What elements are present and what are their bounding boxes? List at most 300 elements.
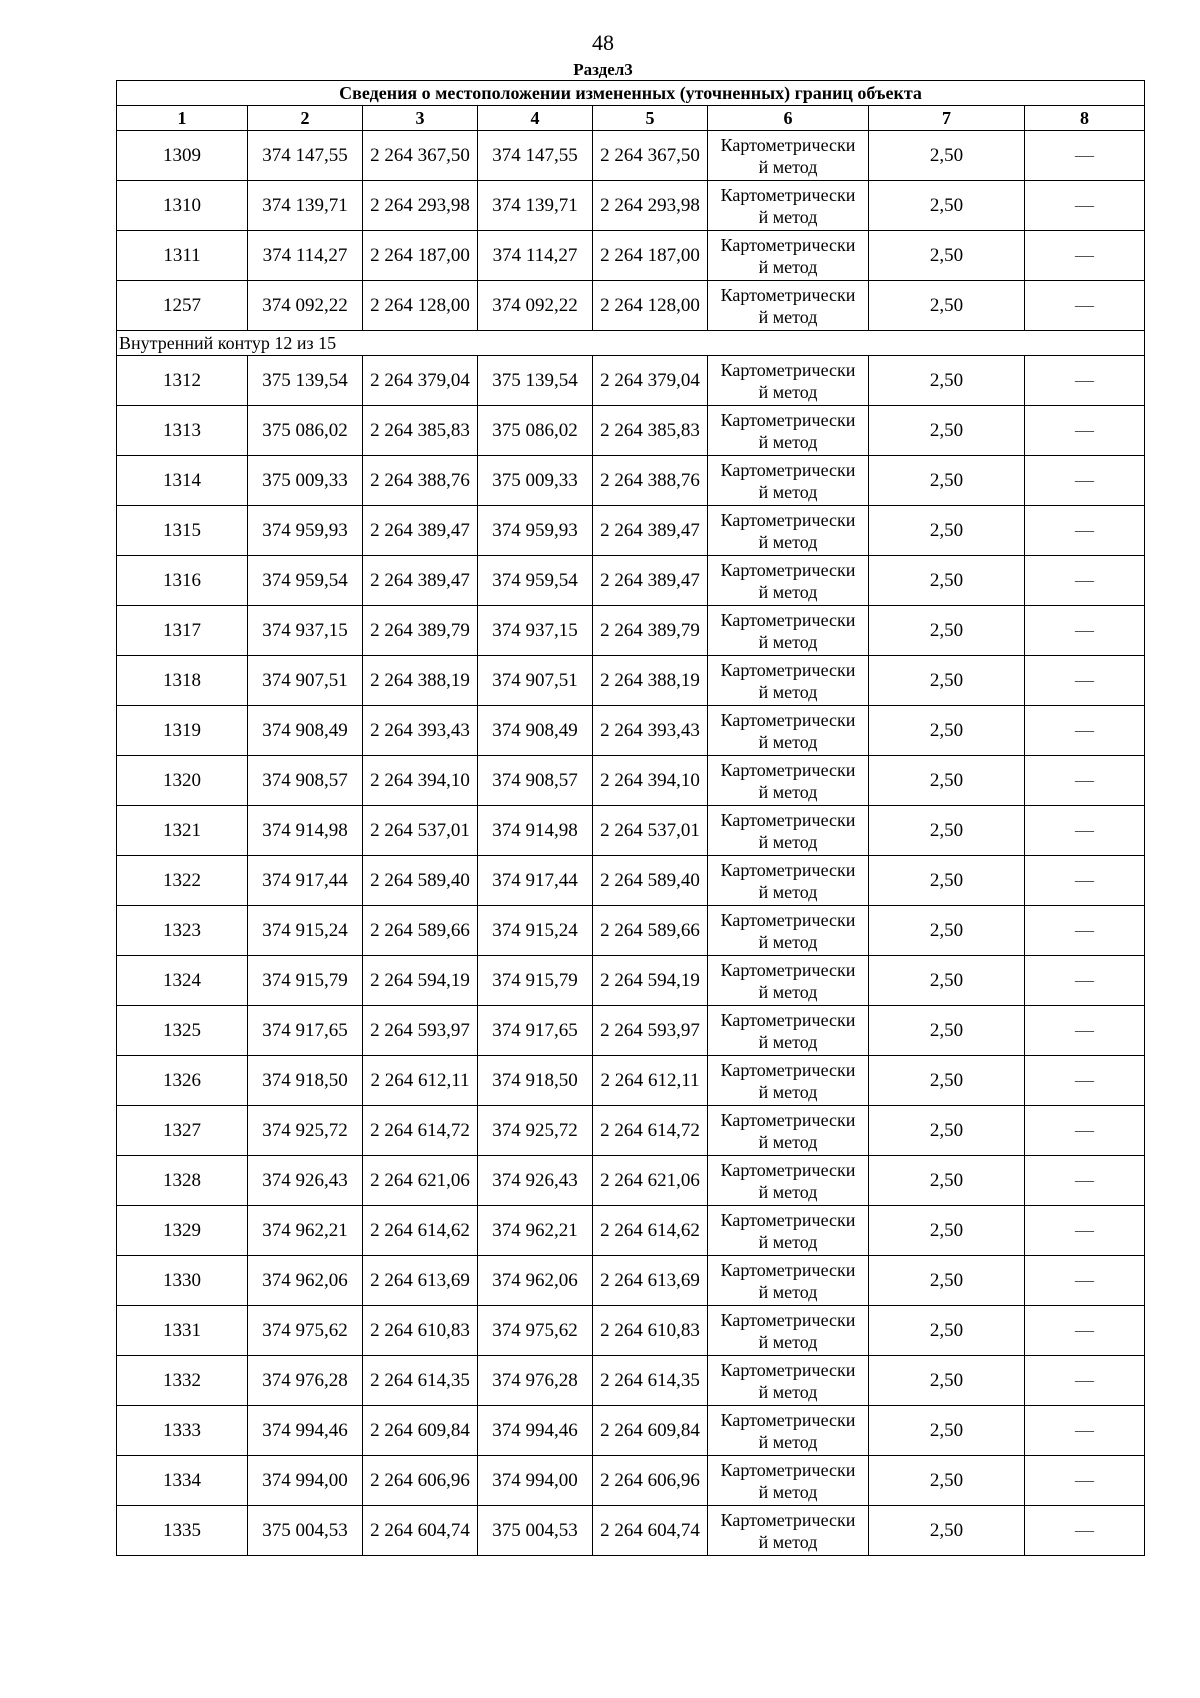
y-new-cell: 2 264 393,43 [593,706,708,756]
x-existing-cell: 374 914,98 [248,806,363,856]
point-number-cell: 1312 [117,356,248,406]
point-number-cell: 1317 [117,606,248,656]
description-cell: — [1025,456,1145,506]
method-line-2: й метод [758,206,818,227]
column-number-7: 7 [869,106,1025,131]
x-existing-cell: 374 114,27 [248,231,363,281]
table-row [117,356,1145,406]
y-existing-cell: 2 264 537,01 [363,806,478,856]
accuracy-cell: 2,50 [869,1156,1025,1206]
method-line-1: Картометрически [720,559,856,580]
method-line-2: й метод [758,1031,818,1052]
y-new-cell: 2 264 128,00 [593,281,708,331]
method-line-1: Картометрически [720,234,856,255]
description-cell: — [1025,356,1145,406]
y-new-cell: 2 264 187,00 [593,231,708,281]
table-row [117,856,1145,906]
method-cell [708,706,869,756]
y-new-cell: 2 264 613,69 [593,1256,708,1306]
method-line-2: й метод [758,381,818,402]
method-cell [708,906,869,956]
method-line-1: Картометрически [720,359,856,380]
accuracy-cell: 2,50 [869,1406,1025,1456]
description-cell: — [1025,131,1145,181]
method-line-2: й метод [758,1331,818,1352]
y-existing-cell: 2 264 594,19 [363,956,478,1006]
method-line-1: Картометрически [720,1159,856,1180]
y-new-cell: 2 264 614,62 [593,1206,708,1256]
description-cell: — [1025,1156,1145,1206]
x-new-cell: 374 092,22 [478,281,593,331]
y-new-cell: 2 264 367,50 [593,131,708,181]
column-number-1: 1 [117,106,248,131]
method-cell [708,281,869,331]
method-line-1: Картометрически [720,759,856,780]
table-row [117,556,1145,606]
x-existing-cell: 374 908,49 [248,706,363,756]
x-existing-cell: 375 009,33 [248,456,363,506]
method-line-1: Картометрически [720,859,856,880]
point-number-cell: 1257 [117,281,248,331]
accuracy-cell: 2,50 [869,956,1025,1006]
table-body [117,131,1145,1556]
description-cell: — [1025,1206,1145,1256]
method-cell [708,956,869,1006]
x-existing-cell: 374 975,62 [248,1306,363,1356]
method-line-2: й метод [758,1531,818,1552]
x-existing-cell: 374 959,93 [248,506,363,556]
x-new-cell: 374 959,93 [478,506,593,556]
x-new-cell: 374 925,72 [478,1106,593,1156]
accuracy-cell: 2,50 [869,356,1025,406]
accuracy-cell: 2,50 [869,706,1025,756]
description-cell: — [1025,1506,1145,1556]
accuracy-cell: 2,50 [869,506,1025,556]
method-line-1: Картометрически [720,459,856,480]
y-existing-cell: 2 264 589,40 [363,856,478,906]
method-cell [708,556,869,606]
point-number-cell: 1330 [117,1256,248,1306]
method-line-2: й метод [758,631,818,652]
x-existing-cell: 374 962,06 [248,1256,363,1306]
y-existing-cell: 2 264 613,69 [363,1256,478,1306]
method-line-2: й метод [758,306,818,327]
description-cell: — [1025,856,1145,906]
method-line-2: й метод [758,1231,818,1252]
x-new-cell: 374 907,51 [478,656,593,706]
accuracy-cell: 2,50 [869,131,1025,181]
x-new-cell: 375 139,54 [478,356,593,406]
table-row [117,706,1145,756]
accuracy-cell: 2,50 [869,1006,1025,1056]
page-number: 48 [592,30,614,55]
description-cell: — [1025,756,1145,806]
y-existing-cell: 2 264 367,50 [363,131,478,181]
table-row [117,456,1145,506]
method-line-2: й метод [758,1281,818,1302]
x-new-cell: 374 962,06 [478,1256,593,1306]
y-existing-cell: 2 264 293,98 [363,181,478,231]
description-cell: — [1025,1256,1145,1306]
x-new-cell: 374 908,49 [478,706,593,756]
y-new-cell: 2 264 593,97 [593,1006,708,1056]
column-number-6: 6 [708,106,869,131]
x-new-cell: 374 915,79 [478,956,593,1006]
method-line-1: Картометрически [720,284,856,305]
y-new-cell: 2 264 379,04 [593,356,708,406]
table-row [117,1056,1145,1106]
description-cell: — [1025,706,1145,756]
x-existing-cell: 374 976,28 [248,1356,363,1406]
accuracy-cell: 2,50 [869,1356,1025,1406]
table-row [117,956,1145,1006]
table-row [117,1456,1145,1506]
y-existing-cell: 2 264 388,76 [363,456,478,506]
accuracy-cell: 2,50 [869,1506,1025,1556]
y-existing-cell: 2 264 389,47 [363,556,478,606]
column-number-5: 5 [593,106,708,131]
point-number-cell: 1332 [117,1356,248,1406]
accuracy-cell: 2,50 [869,1206,1025,1256]
method-cell [708,1056,869,1106]
accuracy-cell: 2,50 [869,856,1025,906]
x-existing-cell: 375 086,02 [248,406,363,456]
method-cell [708,1406,869,1456]
x-new-cell: 374 914,98 [478,806,593,856]
x-new-cell: 374 139,71 [478,181,593,231]
point-number-cell: 1329 [117,1206,248,1256]
accuracy-cell: 2,50 [869,406,1025,456]
table-row [117,1506,1145,1556]
x-new-cell: 374 975,62 [478,1306,593,1356]
y-new-cell: 2 264 389,47 [593,556,708,606]
method-cell [708,506,869,556]
accuracy-cell: 2,50 [869,1306,1025,1356]
x-new-cell: 374 962,21 [478,1206,593,1256]
method-cell [708,356,869,406]
description-cell: — [1025,806,1145,856]
y-existing-cell: 2 264 589,66 [363,906,478,956]
method-cell [708,1356,869,1406]
point-number-cell: 1320 [117,756,248,806]
method-cell [708,1106,869,1156]
method-line-1: Картометрически [720,1209,856,1230]
x-new-cell: 375 004,53 [478,1506,593,1556]
method-cell [708,456,869,506]
x-existing-cell: 374 962,21 [248,1206,363,1256]
method-line-2: й метод [758,781,818,802]
accuracy-cell: 2,50 [869,906,1025,956]
description-cell: — [1025,231,1145,281]
y-new-cell: 2 264 537,01 [593,806,708,856]
table-row [117,656,1145,706]
table-row [117,756,1145,806]
column-number-2: 2 [248,106,363,131]
x-existing-cell: 374 908,57 [248,756,363,806]
description-cell: — [1025,1356,1145,1406]
point-number-cell: 1310 [117,181,248,231]
y-existing-cell: 2 264 606,96 [363,1456,478,1506]
method-line-2: й метод [758,981,818,1002]
x-new-cell: 374 908,57 [478,756,593,806]
table-row [117,181,1145,231]
method-line-2: й метод [758,1431,818,1452]
point-number-cell: 1323 [117,906,248,956]
contour-row [117,331,1145,356]
y-existing-cell: 2 264 389,47 [363,506,478,556]
method-line-1: Картометрически [720,1359,856,1380]
description-cell: — [1025,1106,1145,1156]
method-line-2: й метод [758,431,818,452]
method-line-1: Картометрически [720,609,856,630]
table-row [117,1206,1145,1256]
method-line-2: й метод [758,1381,818,1402]
point-number-cell: 1314 [117,456,248,506]
table-row [117,1256,1145,1306]
accuracy-cell: 2,50 [869,656,1025,706]
accuracy-cell: 2,50 [869,1106,1025,1156]
method-line-2: й метод [758,881,818,902]
description-cell: — [1025,506,1145,556]
x-existing-cell: 374 994,00 [248,1456,363,1506]
point-number-cell: 1313 [117,406,248,456]
point-number-cell: 1335 [117,1506,248,1556]
method-cell [708,131,869,181]
method-line-2: й метод [758,481,818,502]
column-number-row [117,106,1145,131]
y-new-cell: 2 264 388,76 [593,456,708,506]
method-cell [708,1456,869,1506]
x-new-cell: 375 009,33 [478,456,593,506]
x-new-cell: 374 147,55 [478,131,593,181]
method-line-1: Картометрически [720,1509,856,1530]
y-new-cell: 2 264 609,84 [593,1406,708,1456]
method-line-1: Картометрически [720,1009,856,1030]
y-new-cell: 2 264 604,74 [593,1506,708,1556]
method-cell [708,406,869,456]
method-line-1: Картометрически [720,184,856,205]
accuracy-cell: 2,50 [869,456,1025,506]
table-row [117,906,1145,956]
point-number-cell: 1315 [117,506,248,556]
description-cell: — [1025,406,1145,456]
column-number-4: 4 [478,106,593,131]
x-new-cell: 374 926,43 [478,1156,593,1206]
table-row [117,1006,1145,1056]
y-existing-cell: 2 264 389,79 [363,606,478,656]
y-new-cell: 2 264 293,98 [593,181,708,231]
point-number-cell: 1319 [117,706,248,756]
y-new-cell: 2 264 394,10 [593,756,708,806]
method-cell [708,1506,869,1556]
method-cell [708,1206,869,1256]
section-title: Раздел3 [573,60,633,79]
table-row [117,806,1145,856]
method-cell [708,181,869,231]
x-new-cell: 374 994,46 [478,1406,593,1456]
method-cell [708,856,869,906]
description-cell: — [1025,1456,1145,1506]
description-cell: — [1025,606,1145,656]
method-line-1: Картометрически [720,1259,856,1280]
accuracy-cell: 2,50 [869,806,1025,856]
point-number-cell: 1326 [117,1056,248,1106]
method-line-2: й метод [758,1081,818,1102]
description-cell: — [1025,1306,1145,1356]
y-new-cell: 2 264 389,47 [593,506,708,556]
x-existing-cell: 375 004,53 [248,1506,363,1556]
point-number-cell: 1333 [117,1406,248,1456]
x-existing-cell: 374 917,44 [248,856,363,906]
method-line-1: Картометрически [720,809,856,830]
method-line-2: й метод [758,731,818,752]
contour-label: Внутренний контур 12 из 15 [117,331,1145,356]
accuracy-cell: 2,50 [869,556,1025,606]
description-cell: — [1025,281,1145,331]
accuracy-cell: 2,50 [869,181,1025,231]
method-cell [708,656,869,706]
method-cell [708,1256,869,1306]
x-existing-cell: 374 959,54 [248,556,363,606]
point-number-cell: 1327 [117,1106,248,1156]
table-row [117,606,1145,656]
method-line-1: Картометрически [720,509,856,530]
y-existing-cell: 2 264 610,83 [363,1306,478,1356]
y-existing-cell: 2 264 379,04 [363,356,478,406]
y-existing-cell: 2 264 385,83 [363,406,478,456]
method-line-1: Картометрически [720,1309,856,1330]
y-existing-cell: 2 264 609,84 [363,1406,478,1456]
description-cell: — [1025,181,1145,231]
method-cell [708,231,869,281]
table-row [117,231,1145,281]
accuracy-cell: 2,50 [869,756,1025,806]
y-existing-cell: 2 264 612,11 [363,1056,478,1106]
method-cell [708,1156,869,1206]
accuracy-cell: 2,50 [869,1056,1025,1106]
point-number-cell: 1325 [117,1006,248,1056]
y-existing-cell: 2 264 614,62 [363,1206,478,1256]
method-cell [708,756,869,806]
x-existing-cell: 374 917,65 [248,1006,363,1056]
x-existing-cell: 374 139,71 [248,181,363,231]
y-existing-cell: 2 264 187,00 [363,231,478,281]
description-cell: — [1025,956,1145,1006]
point-number-cell: 1331 [117,1306,248,1356]
y-existing-cell: 2 264 604,74 [363,1506,478,1556]
x-existing-cell: 374 915,24 [248,906,363,956]
accuracy-cell: 2,50 [869,281,1025,331]
x-new-cell: 374 917,65 [478,1006,593,1056]
method-line-1: Картометрически [720,659,856,680]
method-line-1: Картометрически [720,909,856,930]
x-new-cell: 374 994,00 [478,1456,593,1506]
description-cell: — [1025,1406,1145,1456]
y-existing-cell: 2 264 621,06 [363,1156,478,1206]
y-existing-cell: 2 264 388,19 [363,656,478,706]
y-new-cell: 2 264 606,96 [593,1456,708,1506]
method-line-1: Картометрически [720,134,856,155]
y-new-cell: 2 264 610,83 [593,1306,708,1356]
x-new-cell: 374 976,28 [478,1356,593,1406]
method-line-2: й метод [758,931,818,952]
description-cell: — [1025,1006,1145,1056]
description-cell: — [1025,906,1145,956]
method-line-1: Картометрически [720,1059,856,1080]
method-line-1: Картометрически [720,1459,856,1480]
method-cell [708,1006,869,1056]
x-existing-cell: 374 994,46 [248,1406,363,1456]
table-row [117,131,1145,181]
x-existing-cell: 374 937,15 [248,606,363,656]
description-cell: — [1025,656,1145,706]
method-line-2: й метод [758,581,818,602]
method-cell [708,606,869,656]
point-number-cell: 1322 [117,856,248,906]
x-existing-cell: 374 926,43 [248,1156,363,1206]
y-new-cell: 2 264 614,35 [593,1356,708,1406]
method-line-2: й метод [758,156,818,177]
point-number-cell: 1321 [117,806,248,856]
y-existing-cell: 2 264 393,43 [363,706,478,756]
x-new-cell: 374 915,24 [478,906,593,956]
table-caption: Сведения о местоположении измененных (уточненных) границ объекта [117,81,1145,106]
y-existing-cell: 2 264 614,35 [363,1356,478,1406]
description-cell: — [1025,556,1145,606]
description-cell: — [1025,1056,1145,1106]
x-existing-cell: 374 147,55 [248,131,363,181]
method-line-1: Картометрически [720,709,856,730]
y-new-cell: 2 264 614,72 [593,1106,708,1156]
method-cell [708,806,869,856]
y-new-cell: 2 264 389,79 [593,606,708,656]
point-number-cell: 1318 [117,656,248,706]
column-number-8: 8 [1025,106,1145,131]
table-row [117,1406,1145,1456]
y-new-cell: 2 264 621,06 [593,1156,708,1206]
method-line-1: Картометрически [720,959,856,980]
coordinates-table [116,80,1145,1556]
y-existing-cell: 2 264 394,10 [363,756,478,806]
point-number-cell: 1328 [117,1156,248,1206]
column-number-3: 3 [363,106,478,131]
method-line-1: Картометрически [720,1109,856,1130]
point-number-cell: 1334 [117,1456,248,1506]
point-number-cell: 1309 [117,131,248,181]
method-cell [708,1306,869,1356]
point-number-cell: 1316 [117,556,248,606]
y-existing-cell: 2 264 593,97 [363,1006,478,1056]
accuracy-cell: 2,50 [869,1256,1025,1306]
x-new-cell: 374 959,54 [478,556,593,606]
x-new-cell: 374 114,27 [478,231,593,281]
y-new-cell: 2 264 612,11 [593,1056,708,1106]
table-row [117,1356,1145,1406]
table-row [117,406,1145,456]
method-line-2: й метод [758,531,818,552]
y-new-cell: 2 264 385,83 [593,406,708,456]
x-existing-cell: 374 915,79 [248,956,363,1006]
x-new-cell: 374 937,15 [478,606,593,656]
y-new-cell: 2 264 589,66 [593,906,708,956]
method-line-2: й метод [758,1481,818,1502]
method-line-2: й метод [758,256,818,277]
method-line-2: й метод [758,831,818,852]
table-row [117,281,1145,331]
table-row [117,1106,1145,1156]
method-line-1: Картометрически [720,409,856,430]
point-number-cell: 1324 [117,956,248,1006]
